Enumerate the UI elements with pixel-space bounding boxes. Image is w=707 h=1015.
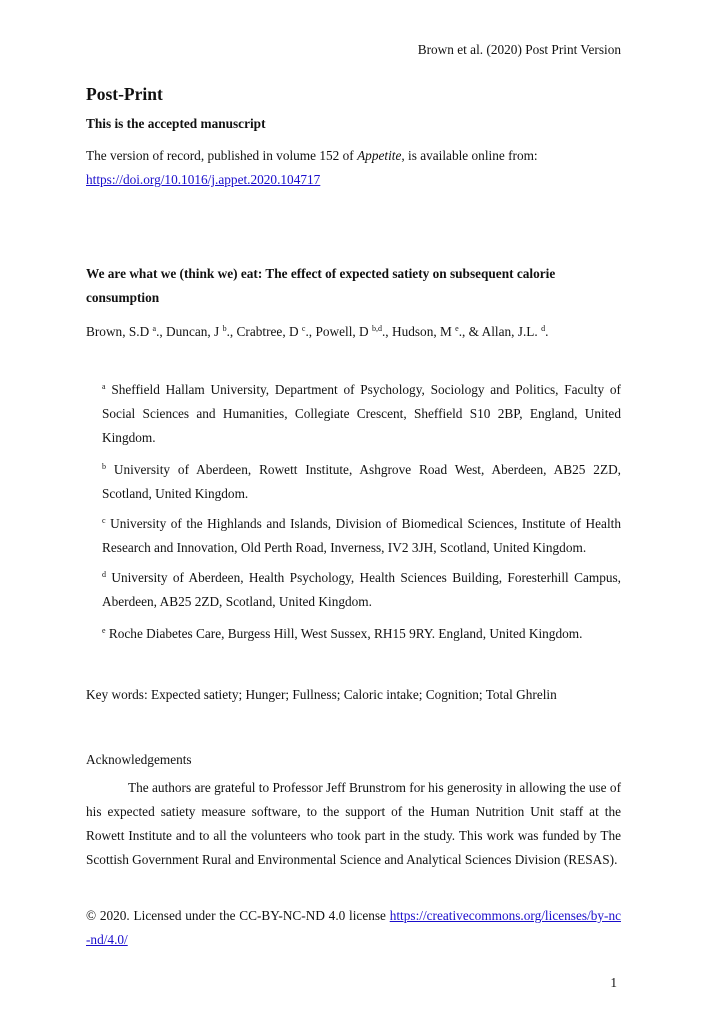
affiliation-e	[102, 622, 621, 646]
acknowledgements-heading: Acknowledgements	[86, 752, 192, 767]
author-name: Allan, J.L.	[481, 324, 538, 339]
author-name: Brown, S.D	[86, 324, 150, 339]
journal-name: Appetite	[357, 148, 402, 163]
affiliation-d	[102, 566, 621, 614]
affiliation-c	[102, 512, 621, 560]
author-affiliation-marker: b,d	[371, 324, 382, 333]
version-text-end: , is available online from:	[401, 148, 538, 163]
acknowledgements-text: The authors are grateful to Professor Jeff Brunstrom for his generosity in allowing the use of his expected satiety measure software, to the support of the Human Nutrition Unit staff at the Rowett Institute and to all the volunteers who took part in the study. This work was funded by The Scottish Government Rural and Environmental Science and Analytical Sciences Division (RESAS).	[86, 780, 621, 867]
license-link[interactable]: https://creativecommons.org/licenses/by-nc-nd/4.0/	[86, 908, 621, 947]
license-text: © 2020. Licensed under the CC-BY-NC-ND 4.0 license	[86, 908, 390, 923]
version-of-record	[86, 144, 621, 192]
author-affiliation-marker: e	[455, 324, 459, 333]
running-head: Brown et al. (2020) Post Print Version	[417, 42, 621, 57]
affiliation-text: University of Aberdeen, Health Psychology, Health Sciences Building, Foresterhill Campus, Aberdeen, AB25 2ZD, Scotland, United Kingdom.	[102, 570, 621, 609]
author-separator: .,	[156, 324, 167, 339]
author-affiliation-marker: d	[541, 324, 546, 333]
author-list	[86, 320, 621, 344]
author-name: Hudson, M	[391, 324, 452, 339]
page-number: 1	[610, 975, 617, 990]
author-name: Crabtree, D	[236, 324, 299, 339]
affiliation-text: Sheffield Hallam University, Department of Psychology, Sociology and Politics, Faculty of Social Sciences and Humanities, Collegiate Crescent, Sheffield S10 2BP, England, United Kingdom.	[102, 382, 621, 445]
keywords: Key words: Expected satiety; Hunger; Fullness; Caloric intake; Cognition; Total Ghrelin	[86, 687, 557, 702]
affiliation-a	[102, 378, 621, 450]
affiliation-text: Roche Diabetes Care, Burgess Hill, West Sussex, RH15 9RY. England, United Kingdom.	[108, 626, 583, 641]
author-separator: ., &	[458, 324, 482, 339]
affiliation-b	[102, 458, 621, 506]
post-print-heading: Post-Print	[86, 84, 163, 104]
doi-link[interactable]: https://doi.org/10.1016/j.appet.2020.104717	[86, 172, 321, 187]
author-affiliation-marker: c	[301, 324, 306, 333]
author-name: Duncan, J	[166, 324, 220, 339]
author-separator: .	[545, 324, 549, 339]
affiliation-marker: c	[102, 516, 106, 525]
paper-title: We are what we (think we) eat: The effect of expected satiety on subsequent calorie consumption	[86, 266, 556, 305]
version-text: The version of record, published in volume 152 of	[86, 148, 358, 163]
author-separator: .,	[381, 324, 392, 339]
affiliation-marker: a	[102, 382, 106, 391]
author-separator: .,	[226, 324, 237, 339]
affiliation-marker: d	[102, 570, 106, 579]
author-affiliation-marker: b	[222, 324, 227, 333]
post-print-subheading: This is the accepted manuscript	[86, 116, 266, 131]
author-separator: .,	[305, 324, 316, 339]
affiliation-text: University of Aberdeen, Rowett Institute, Ashgrove Road West, Aberdeen, AB25 2ZD, Scotland, United Kingdom.	[102, 462, 622, 501]
affiliation-marker: e	[102, 626, 106, 635]
affiliation-text: University of the Highlands and Islands, Division of Biomedical Sciences, Institute of Health Research and Innovation, Old Perth Road, Inverness, IV2 3JH, Scotland, United Kingdom.	[102, 516, 621, 555]
author-name: Powell, D	[315, 324, 369, 339]
affiliation-marker: b	[102, 462, 106, 471]
author-affiliation-marker: a	[152, 324, 157, 333]
license-statement	[86, 904, 621, 952]
